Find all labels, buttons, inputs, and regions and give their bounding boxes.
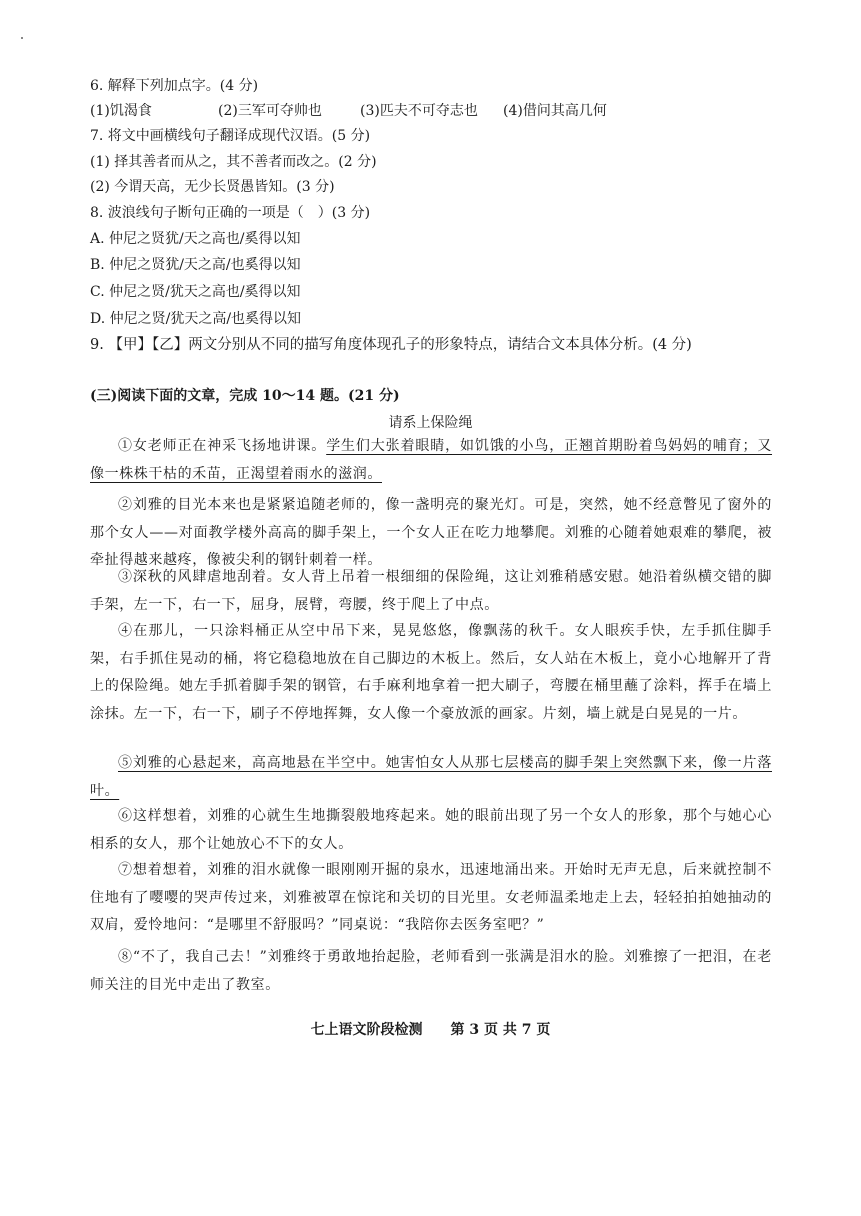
q8-stem: 8. 波浪线句子断句正确的一项是（ ）(3 分) xyxy=(90,205,371,221)
article-paragraph-4 xyxy=(90,618,772,728)
q7-item-2: (2) 今谓天高，无少长贤愚皆知。(3 分) xyxy=(90,179,335,195)
paragraph-2-text: ②刘雅的目光本来也是紧紧追随老师的，像一盏明亮的聚光灯。可是，突然，她不经意瞥见了窗外的那个女人——对面教学楼外高高的脚手架上，一个女人正在吃力地攀爬。刘雅的心随着她艰难的攀爬，被牵扯得越来越疼，像被尖利的钢针刺着一样。 xyxy=(90,497,772,568)
q6-stem: 6. 解释下列加点字。(4 分) xyxy=(90,78,259,94)
q6-item-4: (4)借问其高几何 xyxy=(503,103,607,119)
q7-item-1: (1) 择其善者而从之，其不善者而改之。(2 分) xyxy=(90,154,377,170)
q7-stem: 7. 将文中画横线句子翻译成现代汉语。(5 分) xyxy=(90,128,371,144)
q8-option-b: B. 仲尼之贤犹/天之高/也奚得以知 xyxy=(90,257,301,273)
article-paragraph-5 xyxy=(90,750,772,805)
paragraph-7-text: ⑦想着想着，刘雅的泪水就像一眼刚刚开掘的泉水，迅速地涌出来。开始时无声无息，后来就控制不住地有了嘤嘤的哭声传过来，刘雅被罩在惊诧和关切的目光里。女老师温柔地走上去，轻轻拍拍她抽动的双肩，爱怜地问：“是哪里不舒服吗？”同桌说：“我陪你去医务室吧？” xyxy=(90,862,772,933)
page-footer: 七上语文阶段检测 第 3 页 共 7 页 xyxy=(310,1022,551,1038)
q6-item-1: (1)饥渴食 xyxy=(90,103,152,119)
q6-item-2: (2)三军可夺帅也 xyxy=(218,103,322,119)
q9-stem: 9. 【甲】【乙】两文分别从不同的描写角度体现孔子的形象特点，请结合文本具体分析。(4 分) xyxy=(90,337,692,353)
article-paragraph-7 xyxy=(90,857,772,940)
article-paragraph-8 xyxy=(90,944,772,999)
q8-option-a: A. 仲尼之贤犹/天之高也/奚得以知 xyxy=(90,231,301,247)
paragraph-3-text: ③深秋的风肆虐地刮着。女人背上吊着一根细细的保险绳，这让刘雅稍感安慰。她沿着纵横交错的脚手架，左一下，右一下，屈身，展臂，弯腰，终于爬上了中点。 xyxy=(90,569,772,613)
article-paragraph-2 xyxy=(90,492,772,575)
q6-item-3: (3)匹夫不可夺志也 xyxy=(360,103,478,119)
article-paragraph-3 xyxy=(90,564,772,619)
q8-option-c: C. 仲尼之贤/犹天之高也/奚得以知 xyxy=(90,284,301,300)
paragraph-6-text: ⑥这样想着，刘雅的心就生生地撕裂般地疼起来。她的眼前出现了另一个女人的形象，那个与她心心相系的女人，那个让她放心不下的女人。 xyxy=(90,808,772,852)
paragraph-4-text: ④在那儿，一只涂料桶正从空中吊下来，晃晃悠悠，像飘荡的秋千。女人眼疾手快，左手抓住脚手架，右手抓住晃动的桶，将它稳稳地放在自己脚边的木板上。然后，女人站在木板上，竟小心地解开了背上的保险绳。她左手抓着脚手架的钢管，右手麻利地拿着一把大刷子，弯腰在桶里蘸了涂料，挥手在墙上涂抹。左一下，右一下，刷子不停地挥舞，女人像一个豪放派的画家。片刻，墙上就是白晃晃的一片。 xyxy=(90,623,772,722)
section3-heading: (三)阅读下面的文章，完成 10～14 题。(21 分) xyxy=(90,388,400,404)
paragraph-8-text: ⑧“不了，我自己去！”刘雅终于勇敢地抬起脸，老师看到一张满是泪水的脸。刘雅擦了一把泪，在老师关注的目光中走出了教室。 xyxy=(90,949,772,993)
scan-speck xyxy=(21,37,23,39)
article-paragraph-1 xyxy=(90,433,772,488)
paragraph-1-underlined-sentence: 学生们大张着眼睛，如饥饿的小鸟，正翘首期盼着鸟妈妈的哺育；又像一株株干枯的禾苗，正渴望着雨水的滋润。 xyxy=(90,438,773,482)
q8-option-d: D. 仲尼之贤/犹天之高/也奚得以知 xyxy=(90,311,302,327)
article-title: 请系上保险绳 xyxy=(388,415,473,431)
article-paragraph-6 xyxy=(90,803,772,858)
paragraph-1-lead: ①女老师正在神采飞扬地讲课。 xyxy=(118,438,327,454)
paragraph-5-underlined-text: ⑤刘雅的心悬起来，高高地悬在半空中。她害怕女人从那七层楼高的脚手架上突然飘下来，像一片落叶。 xyxy=(90,755,772,799)
